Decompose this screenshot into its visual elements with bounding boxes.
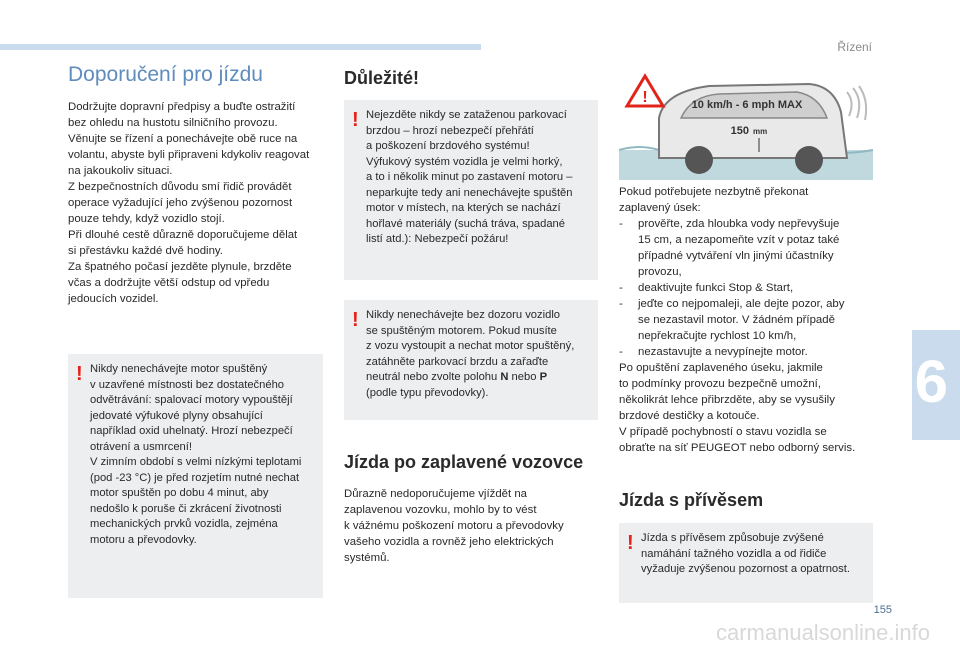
header-bar — [0, 44, 481, 50]
list-item — [619, 344, 875, 360]
warning-box-parking-brake — [344, 100, 598, 280]
wheel-rear — [795, 146, 823, 174]
warning-box-towing — [619, 523, 873, 603]
bullet-list — [619, 216, 875, 360]
warning-text-part: nebo — [508, 371, 540, 383]
flooded-road-illustration — [619, 72, 873, 180]
watermark: carmanualsonline.info — [715, 620, 930, 645]
intro-text: Pokud potřebujete nezbytně překonat zaplavený úsek: — [619, 186, 809, 214]
warning-text-part: (podle typu převodovky). — [366, 386, 489, 399]
section-body: Důrazně nedoporučujeme vjíždět na zaplavenou vozovku, mohlo by to vést k vážnému poškození motoru a převodovky vašeho vozidla a rovněž jeho elektrických systémů. — [344, 487, 564, 564]
wheel-front — [685, 146, 713, 174]
list-item-text: prověřte, zda hloubka vody nepřevyšuje 15 cm, a nezapomeňte vzít v potaz také případné vytváření vln jinými účastníky provozu, — [638, 218, 840, 278]
warning-box-engine-running — [68, 354, 323, 598]
list-item — [619, 216, 875, 280]
list-item — [619, 296, 875, 344]
section-flooded-road — [344, 452, 598, 566]
page-number: 155 — [873, 604, 892, 616]
warning-text-part: Nikdy nenechávejte bez dozoru vozidlo se spuštěným motorem. Pokud musíte z vozu vystoupit a nechat motor spuštěný, zatáhněte parkovací brzdu a zařaďte neutrál nebo zvolte polohu — [366, 309, 575, 383]
bullet-dash: - — [619, 346, 623, 358]
warning-icon: ! — [352, 109, 359, 131]
warning-text: Nejezděte nikdy se zataženou parkovací brzdou – hrozí nebezpečí přehřátí a poškození brzdového systému! Výfukový systém vozidla je velmi horký, a to i několik minut po zastavení motoru – neparkujte tedy ani nenechávejte spuštěn motor v místech, na kterých se nachází hořlavé materiály (suchá tráva, spadané listí atd.): Nebezpečí požáru! — [366, 109, 573, 245]
section-heading: Důležité! — [344, 68, 420, 88]
section-heading: Jízda po zaplavené vozovce — [344, 452, 584, 472]
list-item-text: nezastavujte a nevypínejte motor. — [638, 346, 808, 358]
warning-box-unattended — [344, 300, 598, 420]
warning-icon: ! — [352, 309, 359, 331]
warning-icon: ! — [627, 532, 634, 554]
section-flooded-instructions — [619, 184, 875, 456]
gear-p: P — [539, 371, 548, 383]
bullet-dash: - — [619, 298, 623, 310]
warning-text: Jízda s přívěsem způsobuje zvýšené namáhání tažného vozidla a od řidiče vyžaduje zvýšenou pozornost a opatrnost. — [641, 532, 850, 575]
list-item-text: deaktivujte funkci Stop & Start, — [638, 282, 794, 294]
water-depth-value: 150 — [730, 125, 749, 137]
list-item-text: jeďte co nejpomaleji, ale dejte pozor, aby se nezastavil motor. V žádném případě nepřekračujte rychlost 10 km/h, — [638, 298, 845, 342]
section-heading: Jízda s přívěsem — [619, 490, 764, 510]
warning-text: Nikdy nenechávejte motor spuštěný v uzavřené místnosti bez dostatečného odvětrávání: spalovací motory vypouštějí jedovaté výfukové plyny obsahující například oxid uhelnatý. Hrozí nebezpečí otrávení a usmrcení! V zimním období s velmi nízkými teplotami (pod -23 °C) je před rozjetím nutné nechat motor spuštěn po dobu 4 minut, aby nedošlo k poruše či zkrácení životnosti mechanických prvků vozidla, zejména motoru a převodovky. — [90, 363, 302, 546]
chapter-title: Řízení — [837, 40, 872, 54]
section-important — [344, 68, 598, 90]
outro-text: Po opuštění zaplaveného úseku, jakmile to podmínky provozu bezpečně umožní, několikrát lehce přibrzděte, aby se vysušily brzdové destičky a kotouče. V případě pochybností o stavu vozidla se obraťte na síť PEUGEOT nebo odborný servis. — [619, 362, 856, 454]
bullet-dash: - — [619, 218, 623, 230]
section-heading: Doporučení pro jízdu — [68, 63, 263, 86]
warning-icon: ! — [76, 363, 83, 385]
warning-triangle-mark: ! — [642, 89, 648, 106]
bullet-dash: - — [619, 282, 623, 294]
warning-text — [366, 308, 590, 401]
chapter-number: 6 — [914, 348, 948, 415]
section-towing — [619, 490, 875, 512]
section-driving-advice — [68, 62, 324, 307]
list-item — [619, 280, 875, 296]
section-body: Dodržujte dopravní předpisy a buďte ostražití bez ohledu na hustotu silničního provozu. Věnujte se řízení a ponechávejte obě ruce na volantu, abyste byli připraveni kdykoliv reagovat na jakoukoliv situaci. Z bezpečnostních důvodu smí řidič provádět operace vyžadující jeho zvýšenou pozornost pouze tehdy, když vozidlo stojí. Při dlouhé cestě důrazně doporučujeme dělat si přestávku každé dvě hodiny. Za špatného počasí jezděte plynule, brzděte včas a dodržujte větší odstup od vpředu jedoucích vozidel. — [68, 101, 310, 306]
water-depth-unit: mm — [753, 127, 768, 136]
speed-limit-label: 10 km/h - 6 mph MAX — [691, 99, 803, 111]
gear-n: N — [500, 371, 509, 383]
